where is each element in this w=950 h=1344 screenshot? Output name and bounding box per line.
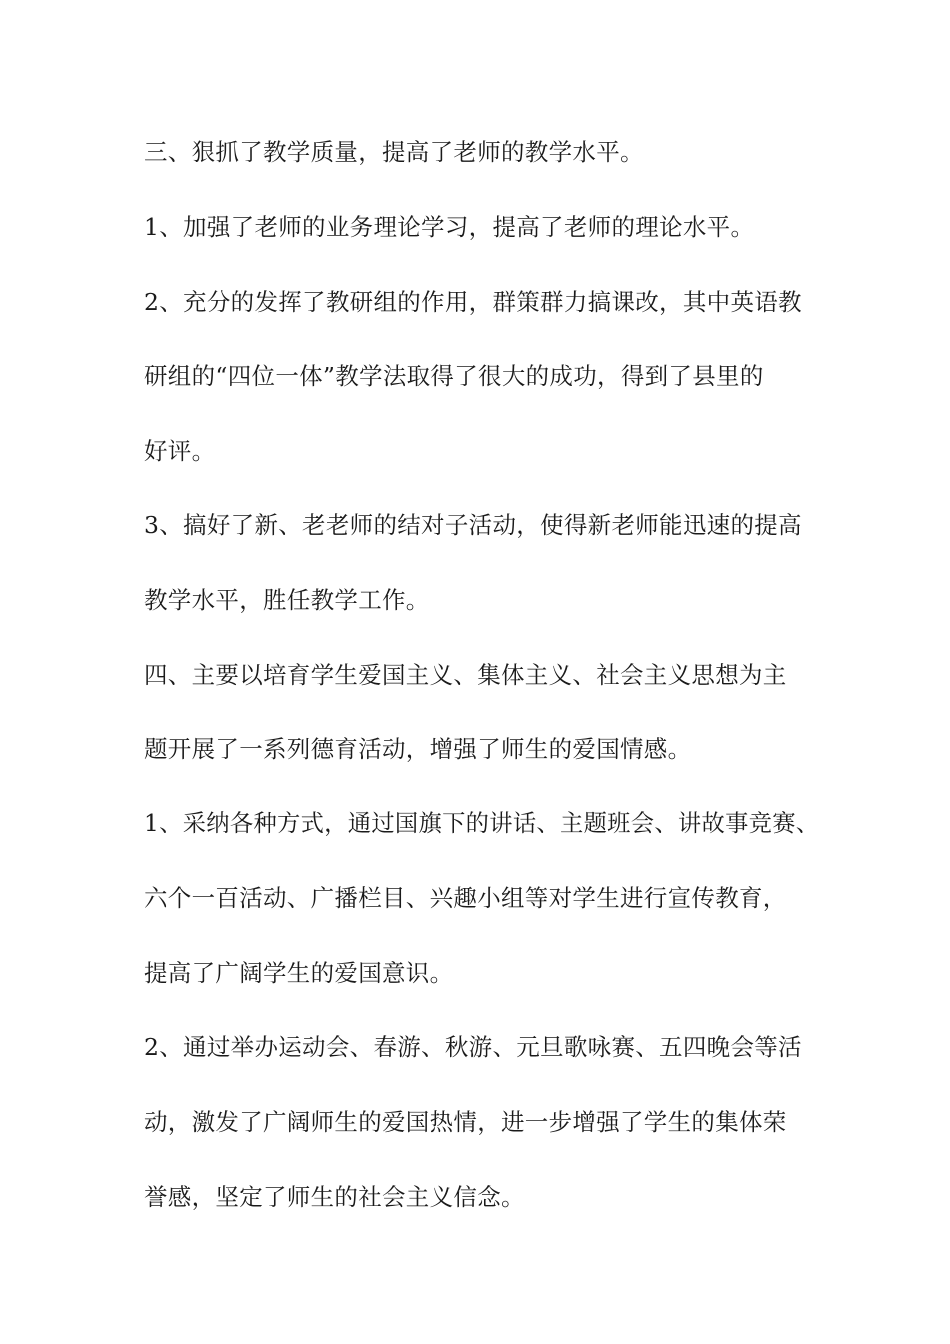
text-line: 1、采纳各种方式，通过国旗下的讲话、主题班会、讲故事竞赛、 <box>144 810 820 837</box>
text-line: 1、加强了老师的业务理论学习，提高了老师的理论水平。 <box>144 213 755 241</box>
text-line: 题开展了一系列德育活动，增强了师生的爱国情感。 <box>144 735 692 763</box>
text-line: 好评。 <box>144 437 216 465</box>
text-line: 四、主要以培育学生爱国主义、集体主义、社会主义思想为主 <box>144 661 787 689</box>
text-line: 提高了广阔学生的爱国意识。 <box>144 959 454 987</box>
text-line: 2、充分的发挥了教研组的作用，群策群力搞课改，其中英语教 <box>144 288 802 316</box>
text-line: 六个一百活动、广播栏目、兴趣小组等对学生进行宣传教育， <box>144 884 787 912</box>
text-line: 动，激发了广阔师生的爱国热情，进一步增强了学生的集体荣 <box>144 1108 787 1136</box>
text-line: 誉感，坚定了师生的社会主义信念。 <box>144 1183 525 1211</box>
text-line: 教学水平，胜任教学工作。 <box>144 586 430 614</box>
text-line: 研组的“四位一体”教学法取得了很大的成功，得到了县里的 <box>144 362 764 390</box>
text-line: 2、通过举办运动会、春游、秋游、元旦歌咏赛、五四晚会等活 <box>144 1033 802 1061</box>
text-line: 3、搞好了新、老老师的结对子活动，使得新老师能迅速的提高 <box>144 511 802 539</box>
text-line: 三、狠抓了教学质量，提高了老师的教学水平。 <box>144 138 644 166</box>
